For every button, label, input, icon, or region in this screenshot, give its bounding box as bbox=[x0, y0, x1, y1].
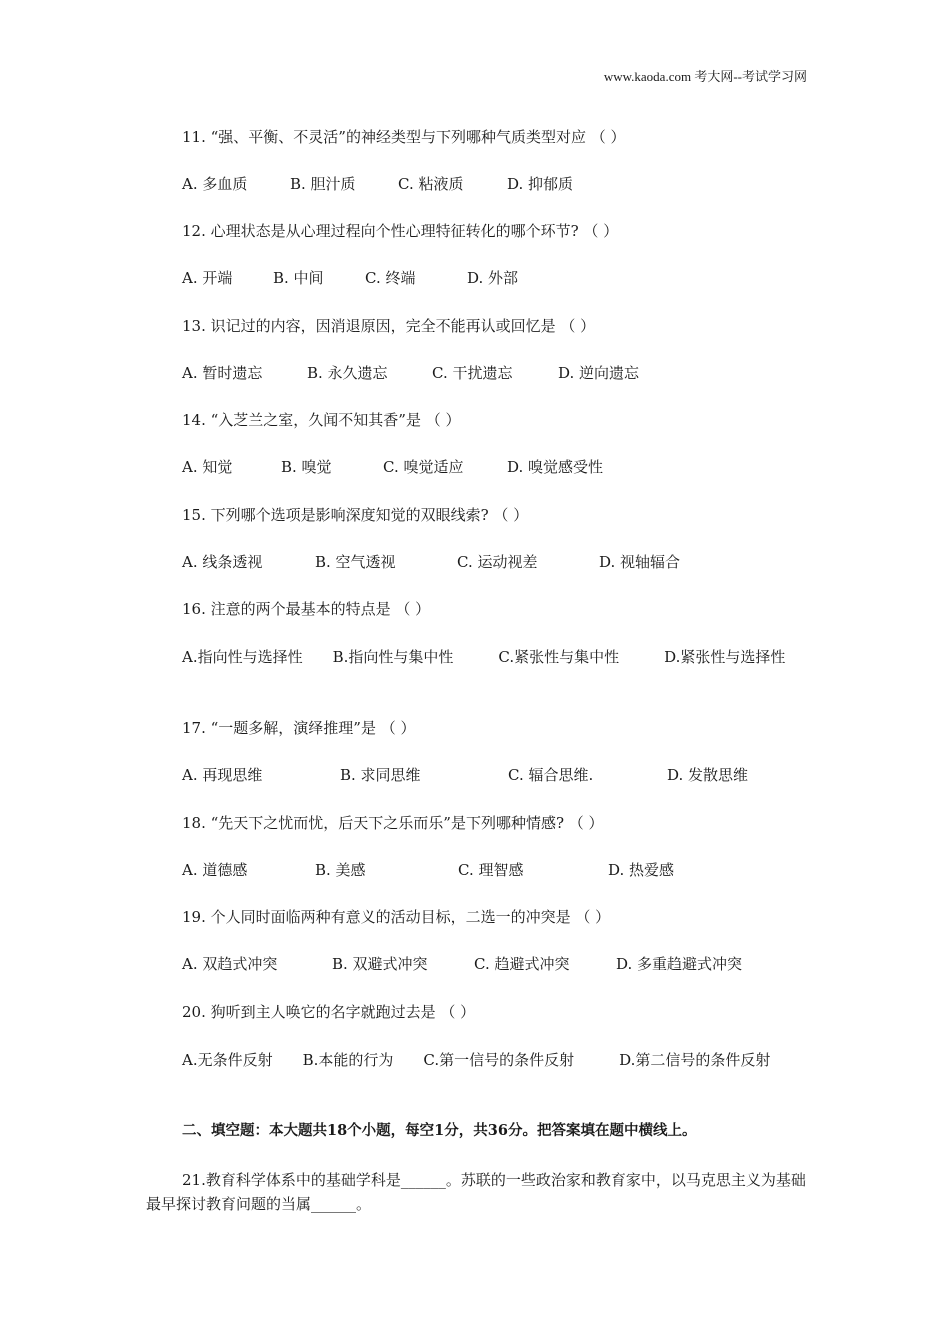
option-a: A. 多血质 bbox=[182, 175, 248, 193]
option-b: B. 嗅觉 bbox=[281, 458, 332, 476]
option-d: D. 热爱感 bbox=[608, 861, 675, 879]
option-d: D. 抑郁质 bbox=[507, 175, 574, 193]
line-12: 12. 心理状态是从心理过程向个性心理特征转化的哪个环节? （ ） bbox=[182, 222, 619, 240]
option-a: A. 开端 bbox=[182, 269, 233, 287]
option-c: C. 粘液质 bbox=[398, 175, 464, 193]
line-15: 15. 下列哪个选项是影响深度知觉的双眼线索? （ ） bbox=[182, 506, 529, 524]
option-d: D. 逆向遗忘 bbox=[558, 364, 640, 382]
options-20: A.无条件反射 B.本能的行为 C.第一信号的条件反射 D.第二信号的条件反射 bbox=[182, 1051, 771, 1069]
line-17: 17. “一题多解，演绎推理”是 （ ） bbox=[182, 719, 416, 737]
options-18 bbox=[182, 860, 674, 880]
option-a: A. 双趋式冲突 bbox=[182, 955, 278, 973]
option-c: C. 嗅觉适应 bbox=[383, 458, 464, 476]
option-d: D. 发散思维 bbox=[667, 766, 749, 784]
line-11: 11. “强、平衡、不灵活”的神经类型与下列哪种气质类型对应 （ ） bbox=[182, 128, 626, 146]
option-d: D. 外部 bbox=[467, 269, 519, 287]
option-c: C. 辐合思维. bbox=[508, 766, 594, 784]
line-19: 19. 个人同时面临两种有意义的活动目标，二选一的冲突是 （ ） bbox=[182, 908, 611, 926]
option-c: C. 干扰遗忘 bbox=[432, 364, 513, 382]
option-c: C. 运动视差 bbox=[457, 553, 538, 571]
option-a: A. 暂时遗忘 bbox=[182, 364, 263, 382]
line-20: 20. 狗听到主人唤它的名字就跑过去是 （ ） bbox=[182, 1003, 476, 1021]
option-c: C. 趋避式冲突 bbox=[474, 955, 570, 973]
option-c: C. 理智感 bbox=[458, 861, 524, 879]
options-12 bbox=[182, 268, 518, 288]
line-16: 16. 注意的两个最基本的特点是 （ ） bbox=[182, 600, 431, 618]
option-d: D. 多重趋避式冲突 bbox=[616, 955, 743, 973]
option-a: A. 道德感 bbox=[182, 861, 248, 879]
option-b: B. 中间 bbox=[273, 269, 324, 287]
option-b: B. 求同思维 bbox=[340, 766, 421, 784]
option-b: B. 空气透视 bbox=[315, 553, 396, 571]
options-16: A.指向性与选择性 B.指向性与集中性 C.紧张性与集中性 D.紧张性与选择性 bbox=[182, 648, 786, 666]
options-14 bbox=[182, 457, 603, 477]
option-b: B. 胆汁质 bbox=[290, 175, 356, 193]
option-d: D. 视轴辐合 bbox=[599, 553, 681, 571]
option-b: B. 永久遗忘 bbox=[307, 364, 388, 382]
option-d: D. 嗅觉感受性 bbox=[507, 458, 604, 476]
line-21: 21.教育科学体系中的基础学科是______。苏联的一些政治家和教育家中，以马克思主义为基础最早探讨教育问题的当属______。 bbox=[146, 1171, 806, 1213]
options-15 bbox=[182, 552, 680, 572]
line-18: 18. “先天下之忧而忧，后天下之乐而乐”是下列哪种情感? （ ） bbox=[182, 814, 604, 832]
options-19 bbox=[182, 954, 742, 974]
options-13 bbox=[182, 363, 639, 383]
option-b: B. 美感 bbox=[315, 861, 366, 879]
section-heading: 二、填空题：本大题共18个小题，每空1分，共36分。把答案填在题中横线上。 bbox=[182, 1122, 697, 1139]
options-11 bbox=[182, 174, 573, 194]
line-13: 13. 识记过的内容，因消退原因，完全不能再认或回忆是 （ ） bbox=[182, 317, 596, 335]
option-a: A. 知觉 bbox=[182, 458, 233, 476]
options-17 bbox=[182, 765, 748, 785]
page-header: www.kaoda.com 考大网--考试学习网 bbox=[603, 69, 807, 84]
option-a: A. 再现思维 bbox=[182, 766, 263, 784]
line-14: 14. “入芝兰之室，久闻不知其香”是 （ ） bbox=[182, 411, 461, 429]
option-a: A. 线条透视 bbox=[182, 553, 263, 571]
option-c: C. 终端 bbox=[365, 269, 416, 287]
option-b: B. 双避式冲突 bbox=[332, 955, 428, 973]
